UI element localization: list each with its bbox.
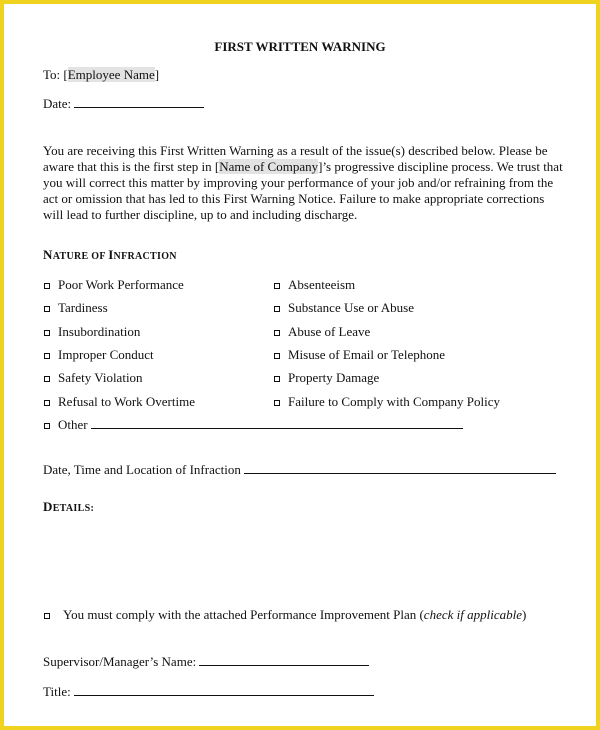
label-safety-violation: Safety Violation xyxy=(58,370,143,385)
supervisor-line xyxy=(43,654,369,670)
checkbox-abuse-of-leave[interactable] xyxy=(274,330,280,336)
bottom-border xyxy=(0,726,600,730)
pip-line xyxy=(63,607,526,623)
title-label: Title: xyxy=(43,684,74,699)
to-line xyxy=(43,67,159,83)
intro-paragraph xyxy=(43,143,565,223)
checkbox-failure-to-comply[interactable] xyxy=(274,400,280,406)
checkbox-tardiness[interactable] xyxy=(44,306,50,312)
checkbox-improper-conduct[interactable] xyxy=(44,353,50,359)
intro-part-1: You are receiving this First Written Warning as a result of the issue(s) described below. Please be aware that this is the first step in [ xyxy=(43,143,548,174)
employee-name-placeholder[interactable]: Employee Name xyxy=(67,67,155,82)
company-name-placeholder[interactable]: Name of Company xyxy=(219,159,319,174)
label-substance-use-or-abuse: Substance Use or Abuse xyxy=(288,300,415,315)
to-label: To: [ xyxy=(43,67,68,82)
checkbox-poor-work-performance[interactable] xyxy=(44,283,50,289)
label-tardiness: Tardiness xyxy=(58,300,108,315)
checkbox-safety-violation[interactable] xyxy=(44,376,50,382)
other-field[interactable] xyxy=(91,418,463,429)
date-label: Date: xyxy=(43,96,75,111)
details-small-etails: ETAILS: xyxy=(52,503,95,514)
checkbox-pip[interactable] xyxy=(44,613,50,619)
pip-end: ) xyxy=(521,607,527,622)
label-improper-conduct: Improper Conduct xyxy=(58,347,154,362)
date-line xyxy=(43,96,204,112)
date-time-location-label: Date, Time and Location of Infraction xyxy=(43,462,241,477)
date-field[interactable] xyxy=(74,97,204,108)
date-time-location-line xyxy=(43,462,556,478)
other-line xyxy=(58,417,463,433)
checkbox-absenteeism[interactable] xyxy=(274,283,280,289)
date-time-location-field[interactable] xyxy=(244,463,556,474)
intro-part-2: ]’s progressive discipline process. We trust that you will correct this matter by improving your performance of your job and/or refraining from the act or omission that has led to this First Warning Notice. Failure to make appropriate corrections will lead to further discipline, up to and including discharge. xyxy=(43,159,563,222)
checkbox-substance-use-or-abuse[interactable] xyxy=(274,306,280,312)
label-insubordination: Insubordination xyxy=(58,324,141,339)
heading-cap-n: N xyxy=(43,247,53,262)
label-poor-work-performance: Poor Work Performance xyxy=(58,277,184,292)
heading-cap-i: I xyxy=(108,247,114,262)
label-misuse-of-email-or-telephone: Misuse of Email or Telephone xyxy=(288,347,445,362)
label-failure-to-comply: Failure to Comply with Company Policy xyxy=(288,394,500,409)
supervisor-label: Supervisor/Manager’s Name: xyxy=(43,654,200,669)
to-end: ] xyxy=(154,67,160,82)
heading-small-nfraction: NFRACTION xyxy=(113,251,177,262)
supervisor-field[interactable] xyxy=(199,655,369,666)
pip-italic: check if applicable xyxy=(423,607,522,622)
checkbox-misuse-of-email-or-telephone[interactable] xyxy=(274,353,280,359)
document-page xyxy=(4,4,596,730)
label-other: Other xyxy=(58,417,88,432)
title-line xyxy=(43,684,374,700)
pip-text: You must comply with the attached Performance Improvement Plan ( xyxy=(63,607,424,622)
checkbox-other[interactable] xyxy=(44,423,50,429)
label-abuse-of-leave: Abuse of Leave xyxy=(288,324,371,339)
title-field[interactable] xyxy=(74,685,374,696)
label-property-damage: Property Damage xyxy=(288,370,380,385)
details-cap-d: D xyxy=(43,499,53,514)
details-heading xyxy=(43,499,94,515)
label-refusal-to-work-overtime: Refusal to Work Overtime xyxy=(58,394,195,409)
checkbox-insubordination[interactable] xyxy=(44,330,50,336)
checkbox-property-damage[interactable] xyxy=(274,376,280,382)
checkbox-refusal-to-work-overtime[interactable] xyxy=(44,400,50,406)
heading-small-ature: ATURE OF xyxy=(52,251,109,262)
label-absenteeism: Absenteeism xyxy=(288,277,356,292)
nature-of-infraction-heading xyxy=(43,247,177,263)
document-title: FIRST WRITTEN WARNING xyxy=(214,39,386,54)
